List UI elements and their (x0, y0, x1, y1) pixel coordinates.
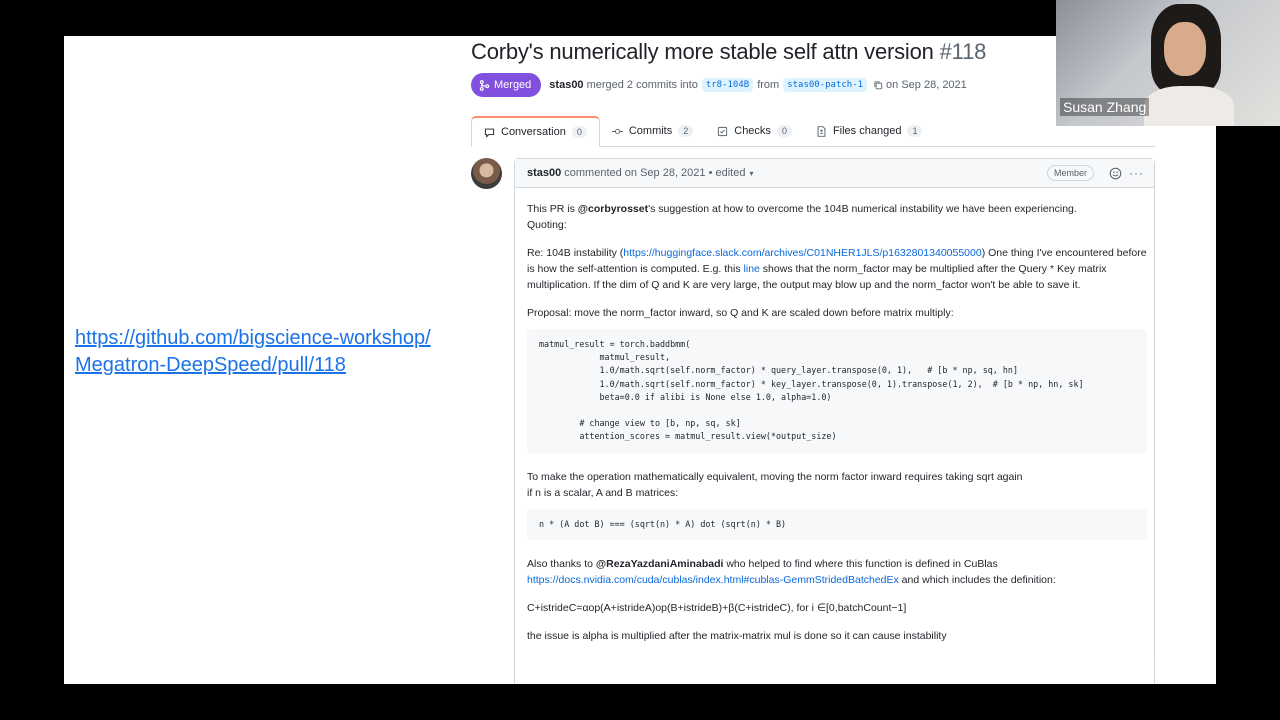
code-block-matmul: matmul_result = torch.baddbmm( matmul_result, 1.0/math.sqrt(self.norm_factor) * query_layer.transpose(0, 1), # [b * np, sq, hn] 1.0/math.sqrt(self.norm_factor) * key_layer.transpose(0, 1).transpose(1, 2), # [b * np, hn, sk] beta=0.0 if alibi is None else 1.0, alpha=1.0) # change view to [b, np, sq, sk] attention_scores = matmul_result.view(*output_size) (527, 329, 1147, 453)
mention-rezayazdaniaminabadi[interactable]: @RezaYazdaniAminabadi (595, 557, 724, 570)
text-span: To make the operation mathematically equivalent, moving the norm factor inward requires taking sqrt again (527, 470, 1023, 483)
text-span: ) One thing I've encountered before is how the self-attention is computed. E.g. this (527, 247, 1147, 275)
slack-link[interactable]: https://huggingface.slack.com/archives/C01NHER1JLS/p1632801340055000 (623, 247, 982, 259)
tab-commits-label: Commits (628, 125, 673, 137)
merged-status-badge (471, 73, 541, 97)
merged-status-label: Merged (494, 79, 532, 91)
commit-icon (612, 126, 623, 137)
base-branch[interactable]: tr8-104B (702, 78, 753, 92)
conversation-icon (484, 127, 495, 138)
merge-icon (479, 80, 490, 91)
pr-tabs (471, 116, 1155, 147)
pr-url-line1[interactable]: https://github.com/bigscience-workshop/ (75, 327, 431, 349)
comment-box (514, 158, 1155, 684)
comment-author[interactable]: stas00 (527, 167, 562, 179)
person-face (1164, 22, 1206, 76)
text-span: This PR is (527, 203, 578, 215)
tab-checks[interactable] (705, 116, 804, 146)
pr-author[interactable]: stas00 (549, 79, 584, 91)
pr-url-line2[interactable]: Megatron-DeepSpeed/pull/118 (75, 354, 346, 376)
text-span: Proposal: move the norm_factor inward, so Q and K are scaled down before matrix multiply: (527, 307, 954, 319)
comment-paragraph (527, 305, 1147, 321)
pr-title-text: Corby's numerically more stable self attn version (471, 39, 934, 64)
checklist-icon (717, 126, 728, 137)
text-span: Quoting: (527, 219, 567, 231)
merge-date: on Sep 28, 2021 (886, 79, 967, 91)
comment-paragraph (527, 600, 1147, 616)
copy-icon[interactable] (873, 80, 883, 90)
smiley-icon[interactable] (1109, 167, 1122, 180)
author-avatar[interactable] (471, 158, 502, 189)
tab-commits[interactable] (600, 116, 705, 146)
pr-number: #118 (939, 39, 987, 64)
comment-paragraph (527, 628, 1147, 644)
mention-corbyrosset[interactable]: @corbyrosset (577, 203, 649, 215)
text-span: the issue is alpha is multiplied after the matrix-matrix mul is done so it can cause instability (527, 629, 947, 642)
tab-conversation-label: Conversation (501, 126, 566, 138)
pr-url-link[interactable] (75, 325, 495, 379)
comment-meta: commented on Sep 28, 2021 • edited (564, 167, 746, 179)
head-branch[interactable]: stas00-patch-1 (783, 78, 867, 92)
pr-title (471, 39, 986, 65)
tab-checks-count: 0 (777, 125, 792, 137)
comment-paragraph (527, 469, 1147, 501)
comment-header (515, 159, 1154, 188)
file-diff-icon (816, 126, 827, 137)
tab-checks-label: Checks (734, 125, 771, 137)
tab-conversation-count: 0 (572, 126, 587, 138)
from-text: from (757, 79, 780, 91)
tab-conversation[interactable] (471, 116, 600, 147)
pr-meta (471, 73, 967, 97)
person-body (1144, 86, 1234, 126)
merge-text: merged 2 commits into (586, 79, 698, 91)
line-link[interactable]: line (743, 263, 760, 275)
comment-paragraph (527, 556, 1147, 588)
comment-body (527, 201, 1147, 656)
text-span: and which includes the definition: (898, 573, 1056, 586)
text-span: Re: 104B instability ( (527, 247, 624, 259)
code-block-equation: n * (A dot B) === (sqrt(n) * A) dot (sqrt(n) * B) (527, 509, 1147, 540)
text-span: if n is a scalar, A and B matrices: (527, 486, 679, 499)
text-span: who helped to find where this function is defined in CuBlas (723, 557, 998, 570)
comment-paragraph (527, 201, 1147, 233)
comment-paragraph (527, 245, 1147, 293)
text-span: Also thanks to (527, 557, 596, 570)
text-span: shows that the norm_factor may be multiplied after the Query * Key matrix multiplication. If the dim of Q and K are very large, the output may blow up and the norm_factor won't be able to save it. (527, 263, 1107, 291)
participant-name: Susan Zhang (1060, 98, 1149, 116)
tab-files-changed[interactable] (804, 116, 935, 146)
slide-canvas (64, 36, 1216, 684)
kebab-menu-icon[interactable]: ··· (1129, 166, 1144, 180)
member-badge: Member (1047, 165, 1094, 181)
zoom-participant-video (1056, 0, 1280, 126)
cublas-docs-link[interactable]: https://docs.nvidia.com/cuda/cublas/index.html#cublas-GemmStridedBatchedEx (527, 573, 899, 586)
zoom-watermark: Powered by Zoom (1083, 658, 1204, 674)
tab-files-changed-label: Files changed (832, 125, 902, 137)
tab-files-changed-count: 1 (907, 125, 922, 137)
formula-text: C+istrideC=αop(A+istrideA)op(B+istrideB)+β(C+istrideC), for i ∈[0,batchCount−1] (527, 601, 907, 614)
tab-commits-count: 2 (678, 125, 693, 137)
chevron-down-icon[interactable]: ▾ (749, 168, 754, 178)
text-span: 's suggestion at how to overcome the 104B numerical instability we have been experiencing. (648, 203, 1077, 215)
